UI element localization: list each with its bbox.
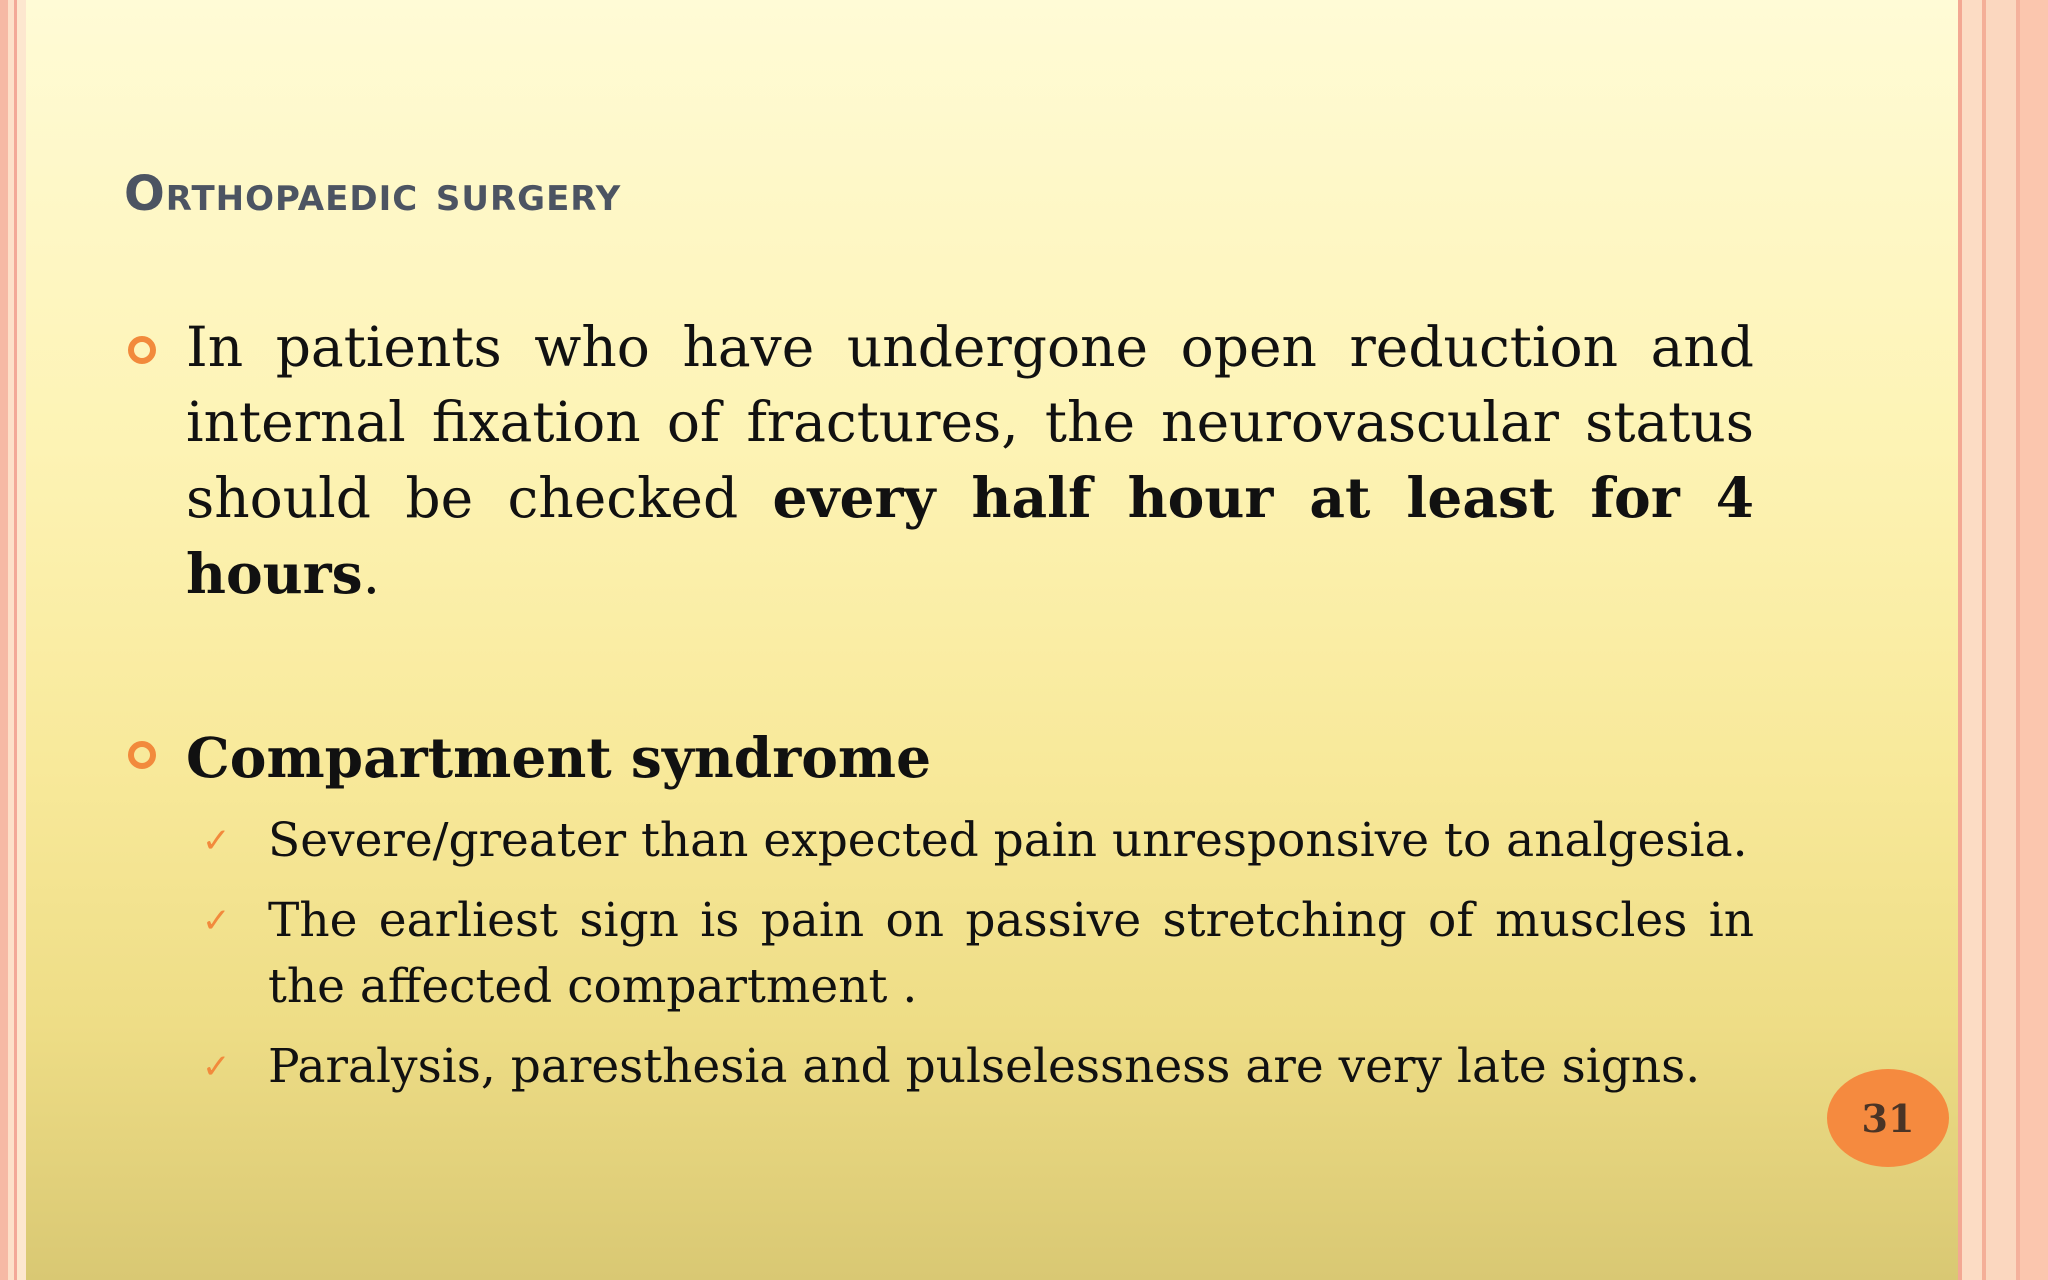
- sub-bullet-text: Severe/greater than expected pain unresponsive to analgesia.: [268, 813, 1748, 868]
- sub-bullet-list: [186, 808, 1754, 1100]
- checkmark-icon: ✓: [202, 821, 231, 861]
- right-border-decoration: [1958, 0, 2048, 1280]
- slide-content: [124, 310, 1754, 1114]
- sub-bullet-item: [186, 808, 1754, 874]
- checkmark-icon: ✓: [202, 901, 231, 941]
- bullet-text-plain: In patients who have undergone open reduction and internal fixation of fractures, the neurovascular status should be checked: [186, 315, 1754, 530]
- sub-bullet-item: [186, 1034, 1754, 1100]
- checkmark-icon: ✓: [202, 1047, 231, 1087]
- sub-bullet-item: [186, 888, 1754, 1020]
- bullet-text-bold: every half hour at least for 4 hours: [186, 465, 1754, 606]
- bullet-text-end: .: [362, 542, 381, 606]
- circle-bullet-icon: [128, 336, 156, 364]
- bullet-heading: Compartment syndrome: [186, 725, 932, 790]
- left-border-decoration: [0, 0, 26, 1280]
- page-number-badge: 31: [1827, 1069, 1949, 1167]
- sub-bullet-text: Paralysis, paresthesia and pulselessness are very late signs.: [268, 1039, 1701, 1094]
- slide-title: Orthopaedic surgery: [124, 166, 622, 222]
- sub-bullet-text: The earliest sign is pain on passive stretching of muscles in the affected compartment .: [268, 893, 1754, 1014]
- bullet-text: [186, 310, 1754, 612]
- bullet-neurovascular: [124, 310, 1754, 612]
- circle-bullet-icon: [128, 741, 156, 769]
- bullet-compartment-syndrome: [124, 722, 1754, 1100]
